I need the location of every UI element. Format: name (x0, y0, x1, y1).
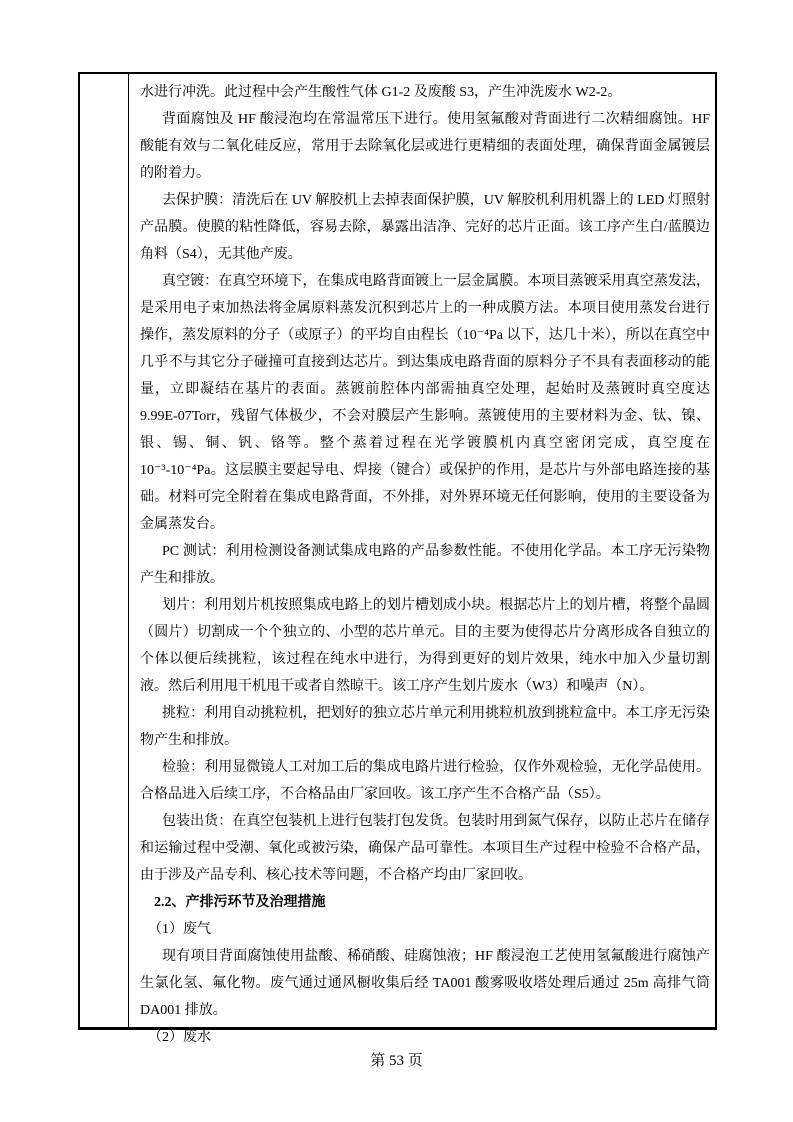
paragraph-inspection: 检验：利用显微镜人工对加工后的集成电路片进行检验，仅作外观检验，无化学品使用。合格品进入后续工序，不合格品由厂家回收。该工序产生不合格产品（S5）。 (140, 760, 710, 802)
paragraph-waste-gas-detail: 现有项目背面腐蚀使用盐酸、稀硝酸、硅腐蚀液；HF 酸浸泡工艺使用氢氟酸进行腐蚀产生氯化氢、氟化物。废气通过通风橱收集后经 TA001 酸雾吸收塔处理后通过 25m 高排气筒 DA001 排放。 (140, 949, 710, 1018)
table-content-column (129, 74, 715, 1045)
document-table (78, 72, 717, 1045)
table-left-column (80, 74, 129, 1027)
paragraph-dicing: 划片：利用划片机按照集成电路上的划片槽划成小块。根据芯片上的划片槽，将整个晶圆（圆片）切割成一个个独立的、小型的芯片单元。目的主要为使得芯片分离形成各自独立的个体以便后续挑粒，该过程在纯水中进行，为得到更好的划片效果，纯水中加入少量切割液。然后利用甩干机甩干或者自然晾干。该工序产生划片废水（W3）和噪声（N）。 (140, 598, 710, 694)
paragraph-vacuum-plating: 真空镀：在真空环境下，在集成电路背面镀上一层金属膜。本项目蒸镀采用真空蒸发法，是采用电子束加热法将金属原料蒸发沉积到芯片上的一种成膜方法。本项目使用蒸发台进行操作，蒸发原料的分子（或原子）的平均自由程长（10⁻⁴Pa 以下，达几十米），所以在真空中几乎不与其它分子碰撞可直接到达芯片。到达集成电路背面的原料分子不具有表面移动的能量，立即凝结在基片的表面。蒸镀前腔体内部需抽真空处理，起始时及蒸镀时真空度达 9.99E-07Torr，残留气体极少，不会对膜层产生影响。蒸镀使用的主要材料为金、钛、镍、银、锡、铜、钒、铬等。整个蒸着过程在光学镀膜机内真空密闭完成，真空度在 10⁻³-10⁻⁴Pa。这层膜主要起导电、焊接（键合）或保护的作用，是芯片与外部电路连接的基础。材料可完全附着在集成电路背面，不外排，对外界环境无任何影响，使用的主要设备为金属蒸发台。 (140, 274, 710, 532)
paragraph-die-picking: 挑粒：利用自动挑粒机，把划好的独立芯片单元利用挑粒机放到挑粒盒中。本工序无污染物产生和排放。 (140, 706, 710, 748)
paragraph-packaging-shipping: 包装出货：在真空包装机上进行包装打包发货。包装时用到氮气保存，以防止芯片在储存和运输过程中受潮、氧化或被污染，确保产品可靠性。本项目生产过程中检验不合格产品，由于涉及产品专利、核心技术等问题，不合格产均由厂家回收。 (140, 814, 710, 883)
paragraph-rinse-continuation: 水进行冲洗。此过程中会产生酸性气体 G1-2 及废酸 S3，产生冲洗废水 W2-2。 (140, 85, 622, 100)
list-item-waste-water: （2）废水 (148, 1030, 211, 1045)
paragraph-backside-etch: 背面腐蚀及 HF 酸浸泡均在常温常压下进行。使用氢氟酸对背面进行二次精细腐蚀。HF 酸能有效与二氧化硅反应，常用于去除氧化层或进行更精细的表面处理，确保背面金属镀层的附着力。 (140, 112, 710, 181)
section-heading-2-2: 2.2、产排污环节及治理措施 (154, 895, 326, 910)
page-number: 第 53 页 (370, 1053, 423, 1069)
list-item-waste-gas: （1）废气 (148, 922, 211, 937)
paragraph-pc-test: PC 测试：利用检测设备测试集成电路的产品参数性能。不使用化学品。本工序无污染物产生和排放。 (140, 544, 710, 586)
paragraph-remove-protective-film: 去保护膜：清洗后在 UV 解胶机上去掉表面保护膜，UV 解胶机利用机器上的 LED 灯照射产品膜。使膜的粘性降低，容易去除，暴露出洁净、完好的芯片正面。该工序产生白/蓝膜边角料（S4），无其他产废。 (140, 193, 710, 262)
